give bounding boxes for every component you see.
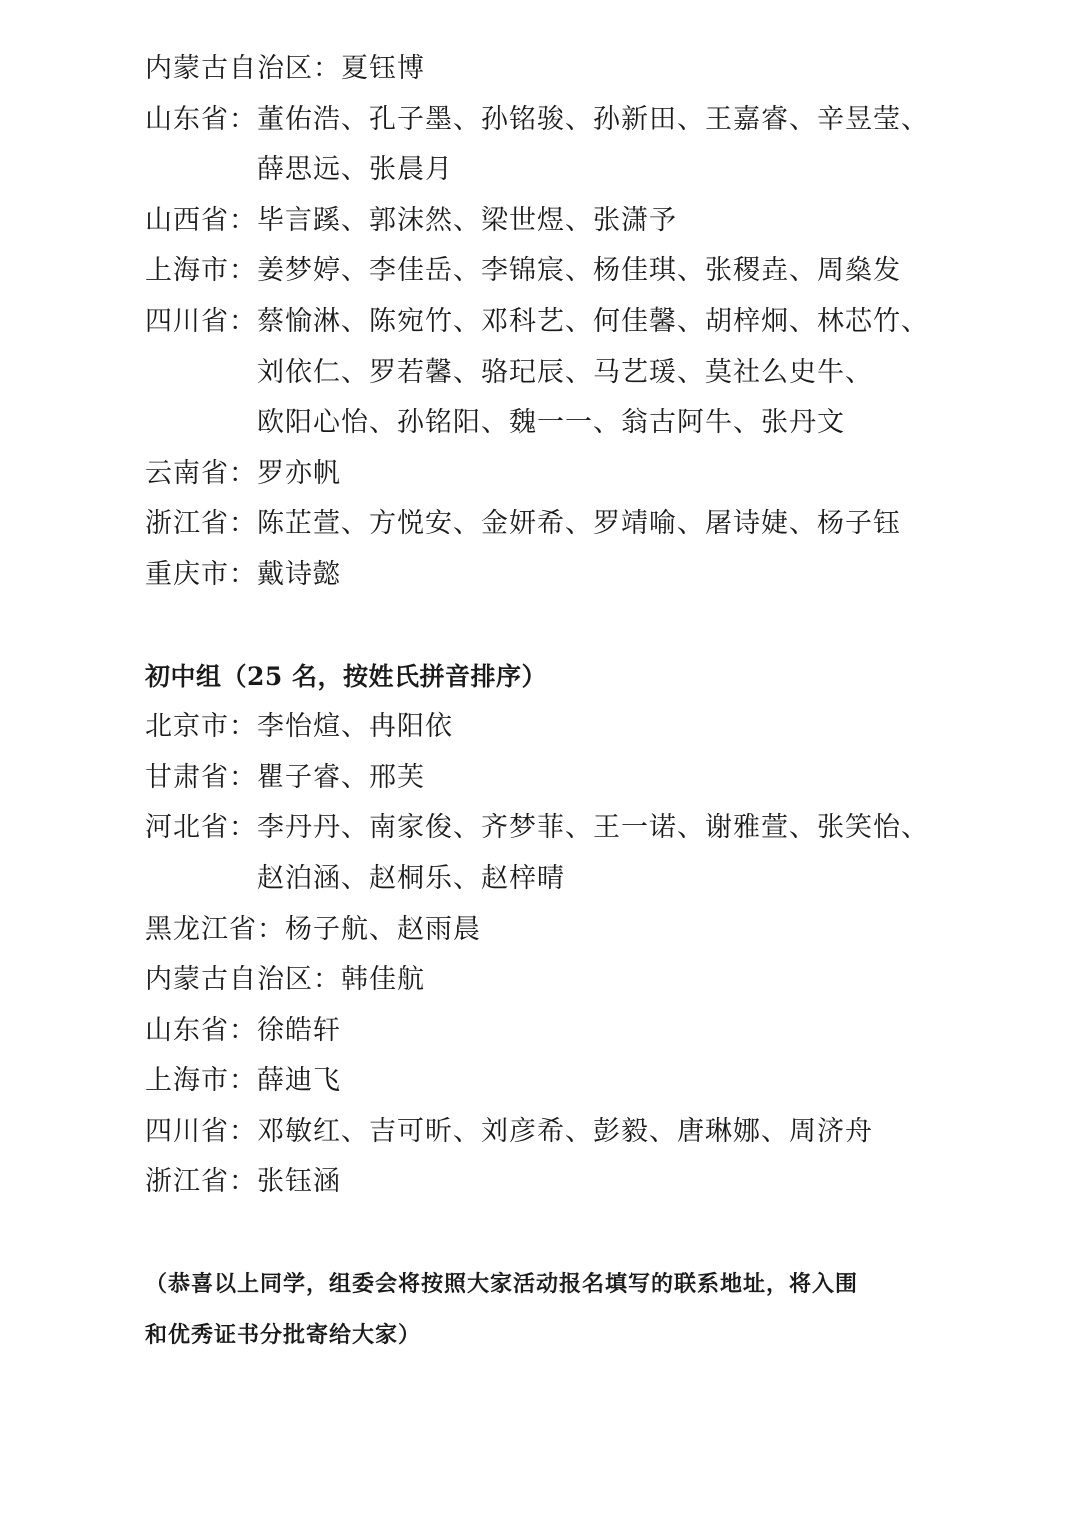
names-line: 赵泊涵、赵桐乐、赵梓晴: [257, 862, 565, 894]
student-names: [257, 449, 341, 500]
senior-group-list: [145, 44, 945, 601]
province-entry: [145, 196, 945, 247]
province-label: 山西省：: [145, 204, 257, 236]
congratulation-note: [145, 1259, 945, 1360]
student-names: [341, 44, 425, 95]
names-line: 罗亦帆: [257, 457, 341, 489]
province-label: 上海市：: [145, 1065, 257, 1097]
names-line: 薛迪飞: [257, 1065, 341, 1097]
province-entry: [145, 297, 945, 449]
province-entry: [145, 753, 945, 804]
province-label: 内蒙古自治区：: [145, 53, 341, 84]
province-entry: [145, 449, 945, 500]
province-entry: [145, 702, 945, 753]
names-line: 欧阳心怡、孙铭阳、魏一一、翁古阿牛、张丹文: [257, 407, 845, 439]
names-line: 蔡愉淋、陈宛竹、邓科艺、何佳馨、胡梓炯、林芯竹、: [257, 305, 929, 337]
province-label: 山东省：: [145, 1014, 257, 1046]
student-names: [257, 803, 929, 904]
province-label: 甘肃省：: [145, 761, 257, 793]
province-label: 浙江省：: [145, 1166, 257, 1198]
student-names: [257, 196, 677, 247]
names-line: 瞿子睿、邢芙: [257, 761, 425, 793]
province-label: 北京市：: [145, 711, 257, 743]
province-label: 重庆市：: [145, 558, 257, 590]
province-entry: [145, 1056, 945, 1107]
province-label: 四川省：: [145, 305, 257, 337]
province-entry: [145, 44, 945, 95]
province-label: 四川省：: [145, 1115, 257, 1147]
student-names: [257, 297, 929, 449]
names-line: 张钰涵: [257, 1166, 341, 1198]
student-names: [257, 95, 929, 196]
province-entry: [145, 95, 945, 196]
note-line: （恭喜以上同学，组委会将按照大家活动报名填写的联系地址，将入围: [145, 1271, 859, 1298]
province-label: 河北省：: [145, 812, 257, 844]
province-entry: [145, 246, 945, 297]
student-names: [257, 1157, 341, 1208]
province-label: 云南省：: [145, 457, 257, 489]
student-names: [257, 550, 341, 601]
province-entry: [145, 1157, 945, 1208]
names-line: 董佑浩、孔子墨、孙铭骏、孙新田、王嘉睿、辛昱莹、: [257, 103, 929, 135]
student-names: [257, 702, 453, 753]
province-entry: [145, 1107, 945, 1158]
student-names: [257, 1107, 873, 1158]
names-line: 夏钰博: [341, 53, 425, 84]
student-names: [257, 753, 425, 804]
province-label: 浙江省：: [145, 508, 257, 540]
student-names: [257, 499, 901, 550]
names-line: 杨子航、赵雨晨: [285, 913, 481, 945]
province-entry: [145, 955, 945, 1006]
document-page: [145, 44, 945, 1360]
province-label: 黑龙江省：: [145, 913, 285, 945]
student-names: [257, 1006, 341, 1057]
province-entry: [145, 499, 945, 550]
province-entry: [145, 803, 945, 904]
names-line: 李丹丹、南家俊、齐梦菲、王一诺、谢雅萱、张笑怡、: [257, 812, 929, 844]
province-label: 山东省：: [145, 103, 257, 135]
province-label: 上海市：: [145, 255, 257, 287]
province-label: 内蒙古自治区：: [145, 964, 341, 996]
names-line: 姜梦婷、李佳岳、李锦宸、杨佳琪、张稷垚、周燊发: [257, 255, 901, 287]
names-line: 邓敏红、吉可昕、刘彦希、彭毅、唐琳娜、周济舟: [257, 1115, 873, 1147]
student-names: [341, 955, 425, 1006]
names-line: 刘依仁、罗若馨、骆玘辰、马艺瑗、莫社么史牛、: [257, 356, 873, 388]
junior-group-list: [145, 702, 945, 1208]
student-names: [257, 246, 901, 297]
names-line: 陈芷萱、方悦安、金妍希、罗靖喻、屠诗婕、杨子钰: [257, 508, 901, 540]
names-line: 李怡煊、冉阳依: [257, 711, 453, 743]
names-line: 戴诗懿: [257, 558, 341, 590]
names-line: 徐皓轩: [257, 1014, 341, 1046]
names-line: 韩佳航: [341, 964, 425, 996]
junior-group-heading: 初中组（25 名，按姓氏拼音排序）: [145, 661, 547, 691]
names-line: 毕言蹊、郭沫然、梁世煜、张潇予: [257, 204, 677, 236]
province-entry: [145, 905, 945, 956]
province-entry: [145, 550, 945, 601]
names-line: 薛思远、张晨月: [257, 154, 453, 186]
province-entry: [145, 1006, 945, 1057]
student-names: [285, 905, 481, 956]
note-line: 和优秀证书分批寄给大家）: [145, 1321, 422, 1348]
student-names: [257, 1056, 341, 1107]
